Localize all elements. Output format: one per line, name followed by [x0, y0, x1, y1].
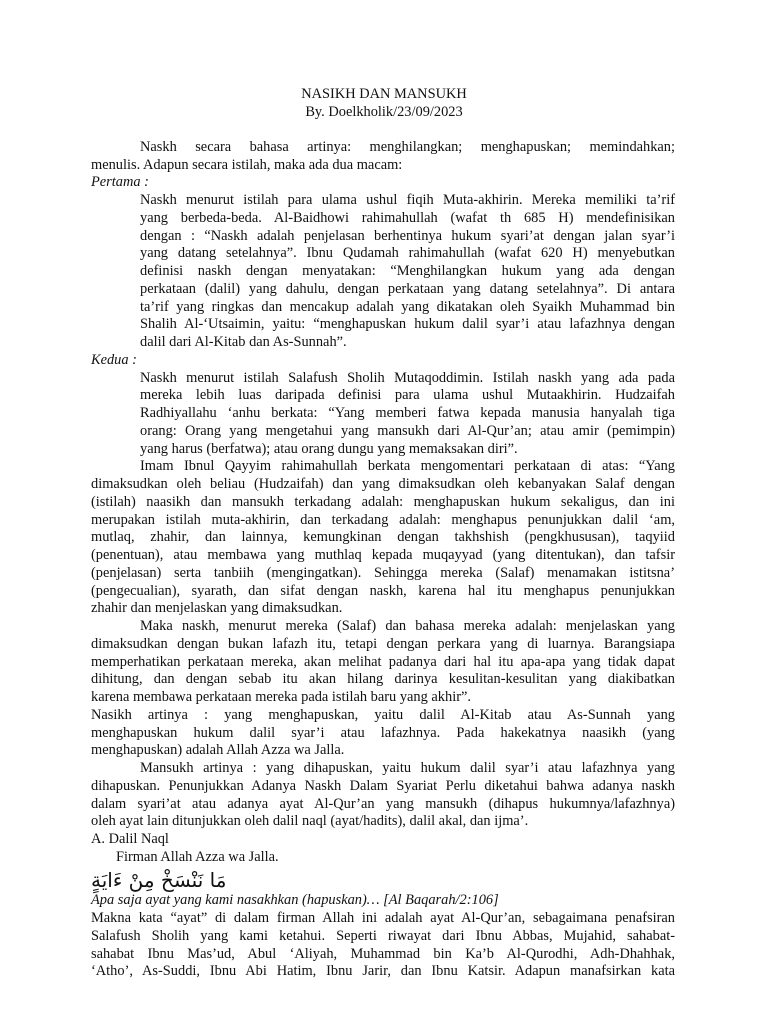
text-line: dalil dari Al-Kitab dan As-Sunnah”. — [140, 334, 347, 350]
text-line: Maka naskh, menurut mereka (Salaf) dan bahasa mereka adalah: menjelaskan yang — [140, 618, 675, 634]
verse-translation: Apa saja ayat yang kami nasakhkan (hapuskan)… [Al Baqarah/2:106] — [91, 892, 499, 908]
text-line: orang: Orang yang mengetahui yang mansukh dari Al-Qur’an; atau amir (pemimpin) — [140, 423, 675, 439]
text-line: yang datang setelahnya”. Ibnu Qudamah rahimahullah (wafat 620 H) menyebutkan — [140, 245, 675, 261]
text-line: Firman Allah Azza wa Jalla. — [116, 849, 279, 865]
text-line: menghapuskan) adalah Allah Azza wa Jalla. — [91, 742, 345, 758]
arabic-verse: مَا نَنْسَخْ مِنْ ءَايَةٍ — [91, 868, 227, 892]
text-line: dimaksudkan oleh beliau (Hudzaifah) dan yang dimaksudkan oleh kebanyakan Salaf dengan — [91, 476, 675, 492]
list-heading-dalil-naql: A. Dalil Naql — [91, 831, 169, 847]
text-line: Naskh menurut istilah para ulama ushul fiqih Muta-akhirin. Mereka memiliki ta’rif — [140, 192, 675, 208]
text-line: mutlaq, zhahir, dan lainnya, kemungkinan dengan takhshish (pengkhususan), taqyiid — [91, 529, 675, 545]
document-byline: By. Doelkholik/23/09/2023 — [305, 104, 463, 120]
text-line: (pengecualian), syarath, dan sifat dengan naskh, karena hal itu menghapus penunjukkan — [91, 583, 675, 599]
text-line: yang berbeda-beda. Al-Baidhowi rahimahullah (wafat th 685 H) mendefinisikan — [140, 210, 675, 226]
text-line: (penentuan), atau membawa yang muthlaq kepada muqayyad (yang ditentukan), dan tafsir — [91, 547, 675, 563]
text-line: dihapuskan. Penunjukkan Adanya Naskh Dalam Syariat Perlu diketahui bahwa adanya naskh — [91, 778, 675, 794]
text-line: menulis. Adapun secara istilah, maka ada dua macam: — [91, 157, 403, 173]
text-line: Naskh secara bahasa artinya: menghilangkan; menghapuskan; memindahkan; — [140, 139, 675, 155]
text-line: dengan : “Naskh adalah penjelasan berhentinya hukum syari’at dengan jalan syar’i — [140, 228, 675, 244]
text-line: Makna kata “ayat” di dalam firman Allah ini adalah ayat Al-Qur’an, sebagaimana penafsiran — [91, 910, 675, 926]
text-line: zhahir dan menjelaskan yang dimaksudkan. — [91, 600, 343, 616]
text-line: karena membawa perkataan mereka pada istilah baru yang akhir”. — [91, 689, 471, 705]
text-line: ‘Atho’, As-Suddi, Ibnu Abi Hatim, Ibnu Jarir, dan Ibnu Katsir. Adapun manafsirkan kata — [91, 963, 675, 979]
text-line: Shalih Al-‘Utsaimin, yaitu: “menghapuskan hukum dalil syar’i atau lafazhnya dengan — [140, 316, 675, 332]
text-line: mereka lebih luas daripada definisi para ulama ushul Mutaakhirin. Hudzaifah — [140, 387, 675, 403]
text-line: memperhatikan perkataan mereka, akan melihat padanya dari hal itu apa-apa yang tidak dapat — [91, 654, 675, 670]
text-line: yang harus (berfatwa); atau orang dungu yang memaksakan diri”. — [140, 441, 518, 457]
text-line: menghapuskan hukum dalil syar’i atau lafazhnya. Pada hakekatnya naasikh (yang — [91, 725, 675, 741]
text-line: merupakan istilah muta-akhirin, dan terkadang adalah: menghapus penunjukkan dalil ‘am, — [91, 512, 675, 528]
text-line: Mansukh artinya : yang dihapuskan, yaitu hukum dalil syar’i atau lafazhnya yang — [140, 760, 675, 776]
section-label-pertama: Pertama : — [91, 174, 149, 190]
text-line: oleh ayat lain ditunjukkan oleh dalil naql (ayat/hadits), dalil akal, dan ijma’. — [91, 813, 529, 829]
text-line: dihitung, dan dengan sebab itu akan hilang darinya kesulitan-kesulitan yang diakibatkan — [91, 671, 675, 687]
text-line: Naskh menurut istilah Salafush Sholih Mutaqoddimin. Istilah naskh yang ada pada — [140, 370, 675, 386]
text-line: dimaksudkan dengan bukan lafazh itu, tetapi dengan perkara yang di luarnya. Barangsiapa — [91, 636, 675, 652]
document-title: NASIKH DAN MANSUKH — [301, 86, 467, 102]
text-line: Salafush Sholih yang kami ketahui. Seperti riwayat dari Ibnu Abbas, Mujahid, sahabat- — [91, 928, 675, 944]
text-line: Nasikh artinya : yang menghapuskan, yaitu dalil Al-Kitab atau As-Sunnah yang — [91, 707, 675, 723]
text-line: perkataan (dalil) yang dahulu, dengan perkataan yang datang setelahnya”. Di antara — [140, 281, 675, 297]
text-line: definisi naskh dengan menyatakan: “Menghilangkan hukum yang ada dengan — [140, 263, 675, 279]
section-label-kedua: Kedua : — [91, 352, 137, 368]
text-line: (penjelasan) serta tanbiih (mengingatkan). Sehingga mereka (Salaf) menamakan istitsna’ — [91, 565, 675, 581]
text-line: dalam syari’at atau adanya ayat Al-Qur’an yang mansukh (dihapus hukumnya/lafazhnya) — [91, 796, 675, 812]
text-line: Radhiyallahu ‘anhu berkata: “Yang memberi fatwa kepada manusia hanyalah tiga — [140, 405, 675, 421]
text-line: Imam Ibnul Qayyim rahimahullah berkata mengomentari perkataan di atas: “Yang — [140, 458, 675, 474]
text-line: (istilah) naasikh dan mansukh terkadang adalah: menghapuskan hukum sekaligus, dan ini — [91, 494, 675, 510]
text-line: sahabat Ibnu Mas’ud, Abul ‘Aliyah, Muhammad bin Ka’b Al-Qurodhi, Adh-Dhahhak, — [91, 946, 675, 962]
text-line: ta’rif yang ringkas dan mencakup adalah yang dikatakan oleh Syaikh Muhammad bin — [140, 299, 675, 315]
